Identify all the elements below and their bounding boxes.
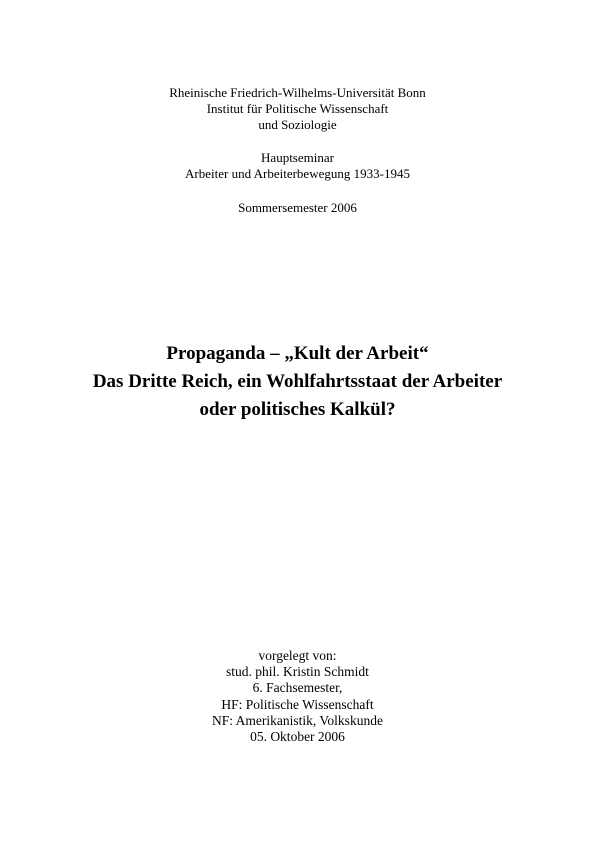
- submission-date: 05. Oktober 2006: [250, 729, 345, 745]
- university-header: [0, 85, 595, 133]
- seminar-header: [0, 150, 595, 182]
- semester-header: [0, 200, 595, 216]
- title-line-1: Propaganda – „Kult der Arbeit“: [166, 343, 429, 364]
- author-name: stud. phil. Kristin Schmidt: [226, 664, 369, 680]
- document-title: [0, 340, 595, 424]
- minor-subject: NF: Amerikanistik, Volkskunde: [212, 712, 383, 728]
- submitted-by-label: vorgelegt von:: [258, 648, 337, 663]
- title-line-3: oder politisches Kalkül?: [199, 399, 396, 420]
- university-name: Rheinische Friedrich-Wilhelms-Universität Bonn: [169, 85, 426, 100]
- semester-count: 6. Fachsemester,: [252, 680, 343, 696]
- institute-line-1: Institut für Politische Wissenschaft: [206, 101, 389, 116]
- author-info: [0, 648, 595, 745]
- semester-label: Sommersemester 2006: [238, 200, 357, 215]
- seminar-type: Hauptseminar: [261, 150, 334, 165]
- seminar-title: Arbeiter und Arbeiterbewegung 1933-1945: [185, 166, 410, 181]
- title-line-2: Das Dritte Reich, ein Wohlfahrtsstaat der Arbeiter: [92, 371, 503, 392]
- institute-line-2: und Soziologie: [258, 117, 337, 132]
- major-subject: HF: Politische Wissenschaft: [221, 696, 374, 712]
